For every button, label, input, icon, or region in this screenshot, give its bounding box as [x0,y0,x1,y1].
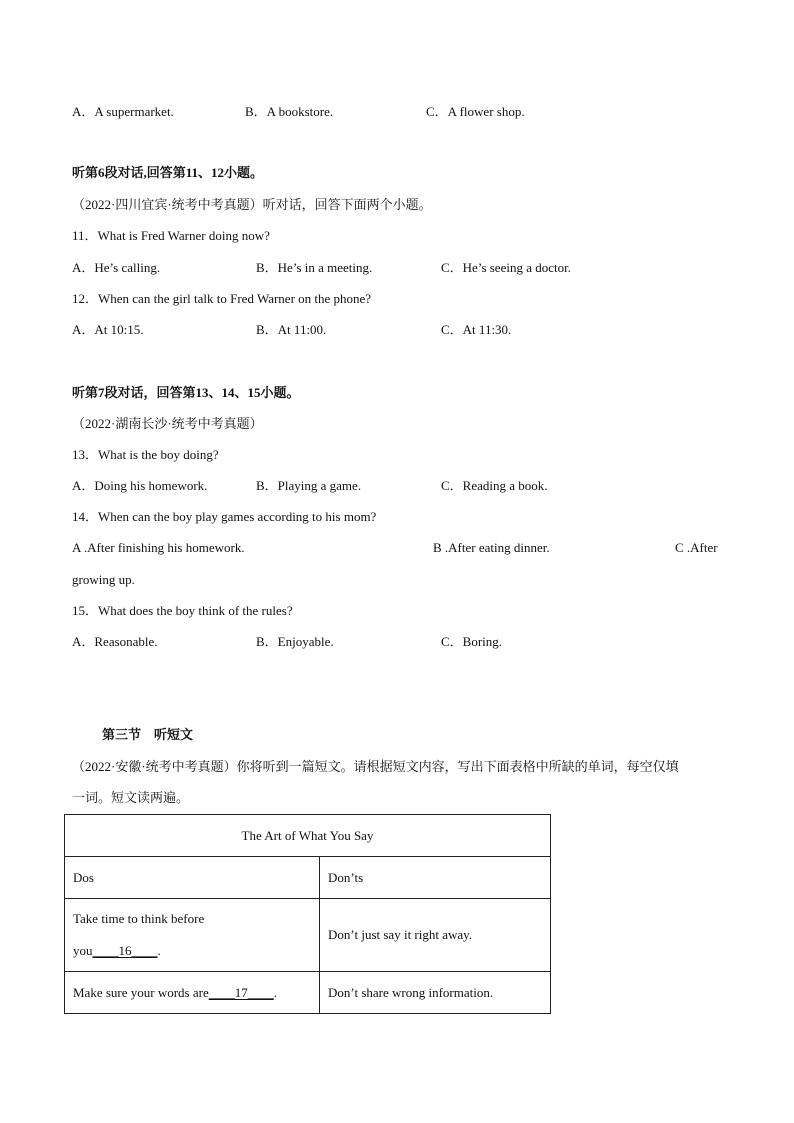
table-row1-donts: Don’t just say it right away. [320,899,551,972]
q10-option-a: A．A supermarket. [72,104,174,119]
q13-option-b: B．Playing a game. [256,478,362,493]
table-row1-dos [65,899,320,972]
q14-question: 14．When can the boy play games according to his mom? [72,509,377,524]
q15-question: 15．What does the boy think of the rules? [72,603,293,618]
q14-option-c: C .After [675,540,718,555]
q14-option-c-continued: growing up. [72,572,135,587]
q13-option-c: C．Reading a book. [441,478,548,493]
q11-option-c: C．He’s seeing a doctor. [441,260,571,275]
table-row2-donts: Don’t share wrong information. [320,972,551,1014]
section6-source: （2022·四川宜宾·统考中考真题）听对话，回答下面两个小题。 [72,197,432,212]
q14-option-b: B .After eating dinner. [433,540,550,555]
q15-option-c: C．Boring. [441,634,503,649]
row1-dos-line1: Take time to think before [73,911,205,926]
part3-instruction-line2: 一词。短文读两遍。 [72,790,190,805]
part3-instruction-line1: （2022·安徽·统考中考真题）你将听到一篇短文。请根据短文内容，写出下面表格中所缺的单词，每空仅填 [72,759,679,774]
q13-question: 13．What is the boy doing? [72,447,219,462]
q11-option-a: A．He’s calling. [72,260,161,275]
blank-16[interactable]: ____16____ [92,943,158,958]
q11-option-b: B．He’s in a meeting. [256,260,373,275]
q15-option-a: A．Reasonable. [72,634,158,649]
q12-question: 12．When can the girl talk to Fred Warner on the phone? [72,291,372,306]
row2-dos-prefix: Make sure your words are [73,984,209,1000]
table-header-donts: Don’ts [320,857,551,899]
q12-option-c: C．At 11:30. [441,322,512,337]
q15-option-b: B．Enjoyable. [256,634,334,649]
blank-17[interactable]: ____17____ [208,984,274,1000]
row1-dos-line2 [73,935,311,967]
q13-option-a: A．Doing his homework. [72,478,208,493]
row1-dos-suffix: . [157,943,161,958]
row1-dos-prefix: you [73,943,93,958]
table-title: The Art of What You Say [65,815,551,857]
art-table [64,814,551,1014]
q10-option-c: C．A flower shop. [426,104,525,119]
q14-option-a: A .After finishing his homework. [72,540,245,555]
section6-heading: 听第6段对话,回答第11、12小题。 [72,165,264,180]
section7-heading: 听第7段对话，回答第13、14、15小题。 [72,385,300,400]
section7-source: （2022·湖南长沙·统考中考真题） [72,416,263,431]
q12-option-a: A．At 10:15. [72,322,144,337]
part3-heading: 第三节 听短文 [102,727,194,742]
q10-option-b: B．A bookstore. [245,104,334,119]
table-row2-dos [65,972,320,1014]
q12-option-b: B．At 11:00. [256,322,327,337]
row2-dos-suffix: . [273,984,277,1000]
table-header-dos: Dos [65,857,320,899]
q11-question: 11．What is Fred Warner doing now? [72,228,270,243]
